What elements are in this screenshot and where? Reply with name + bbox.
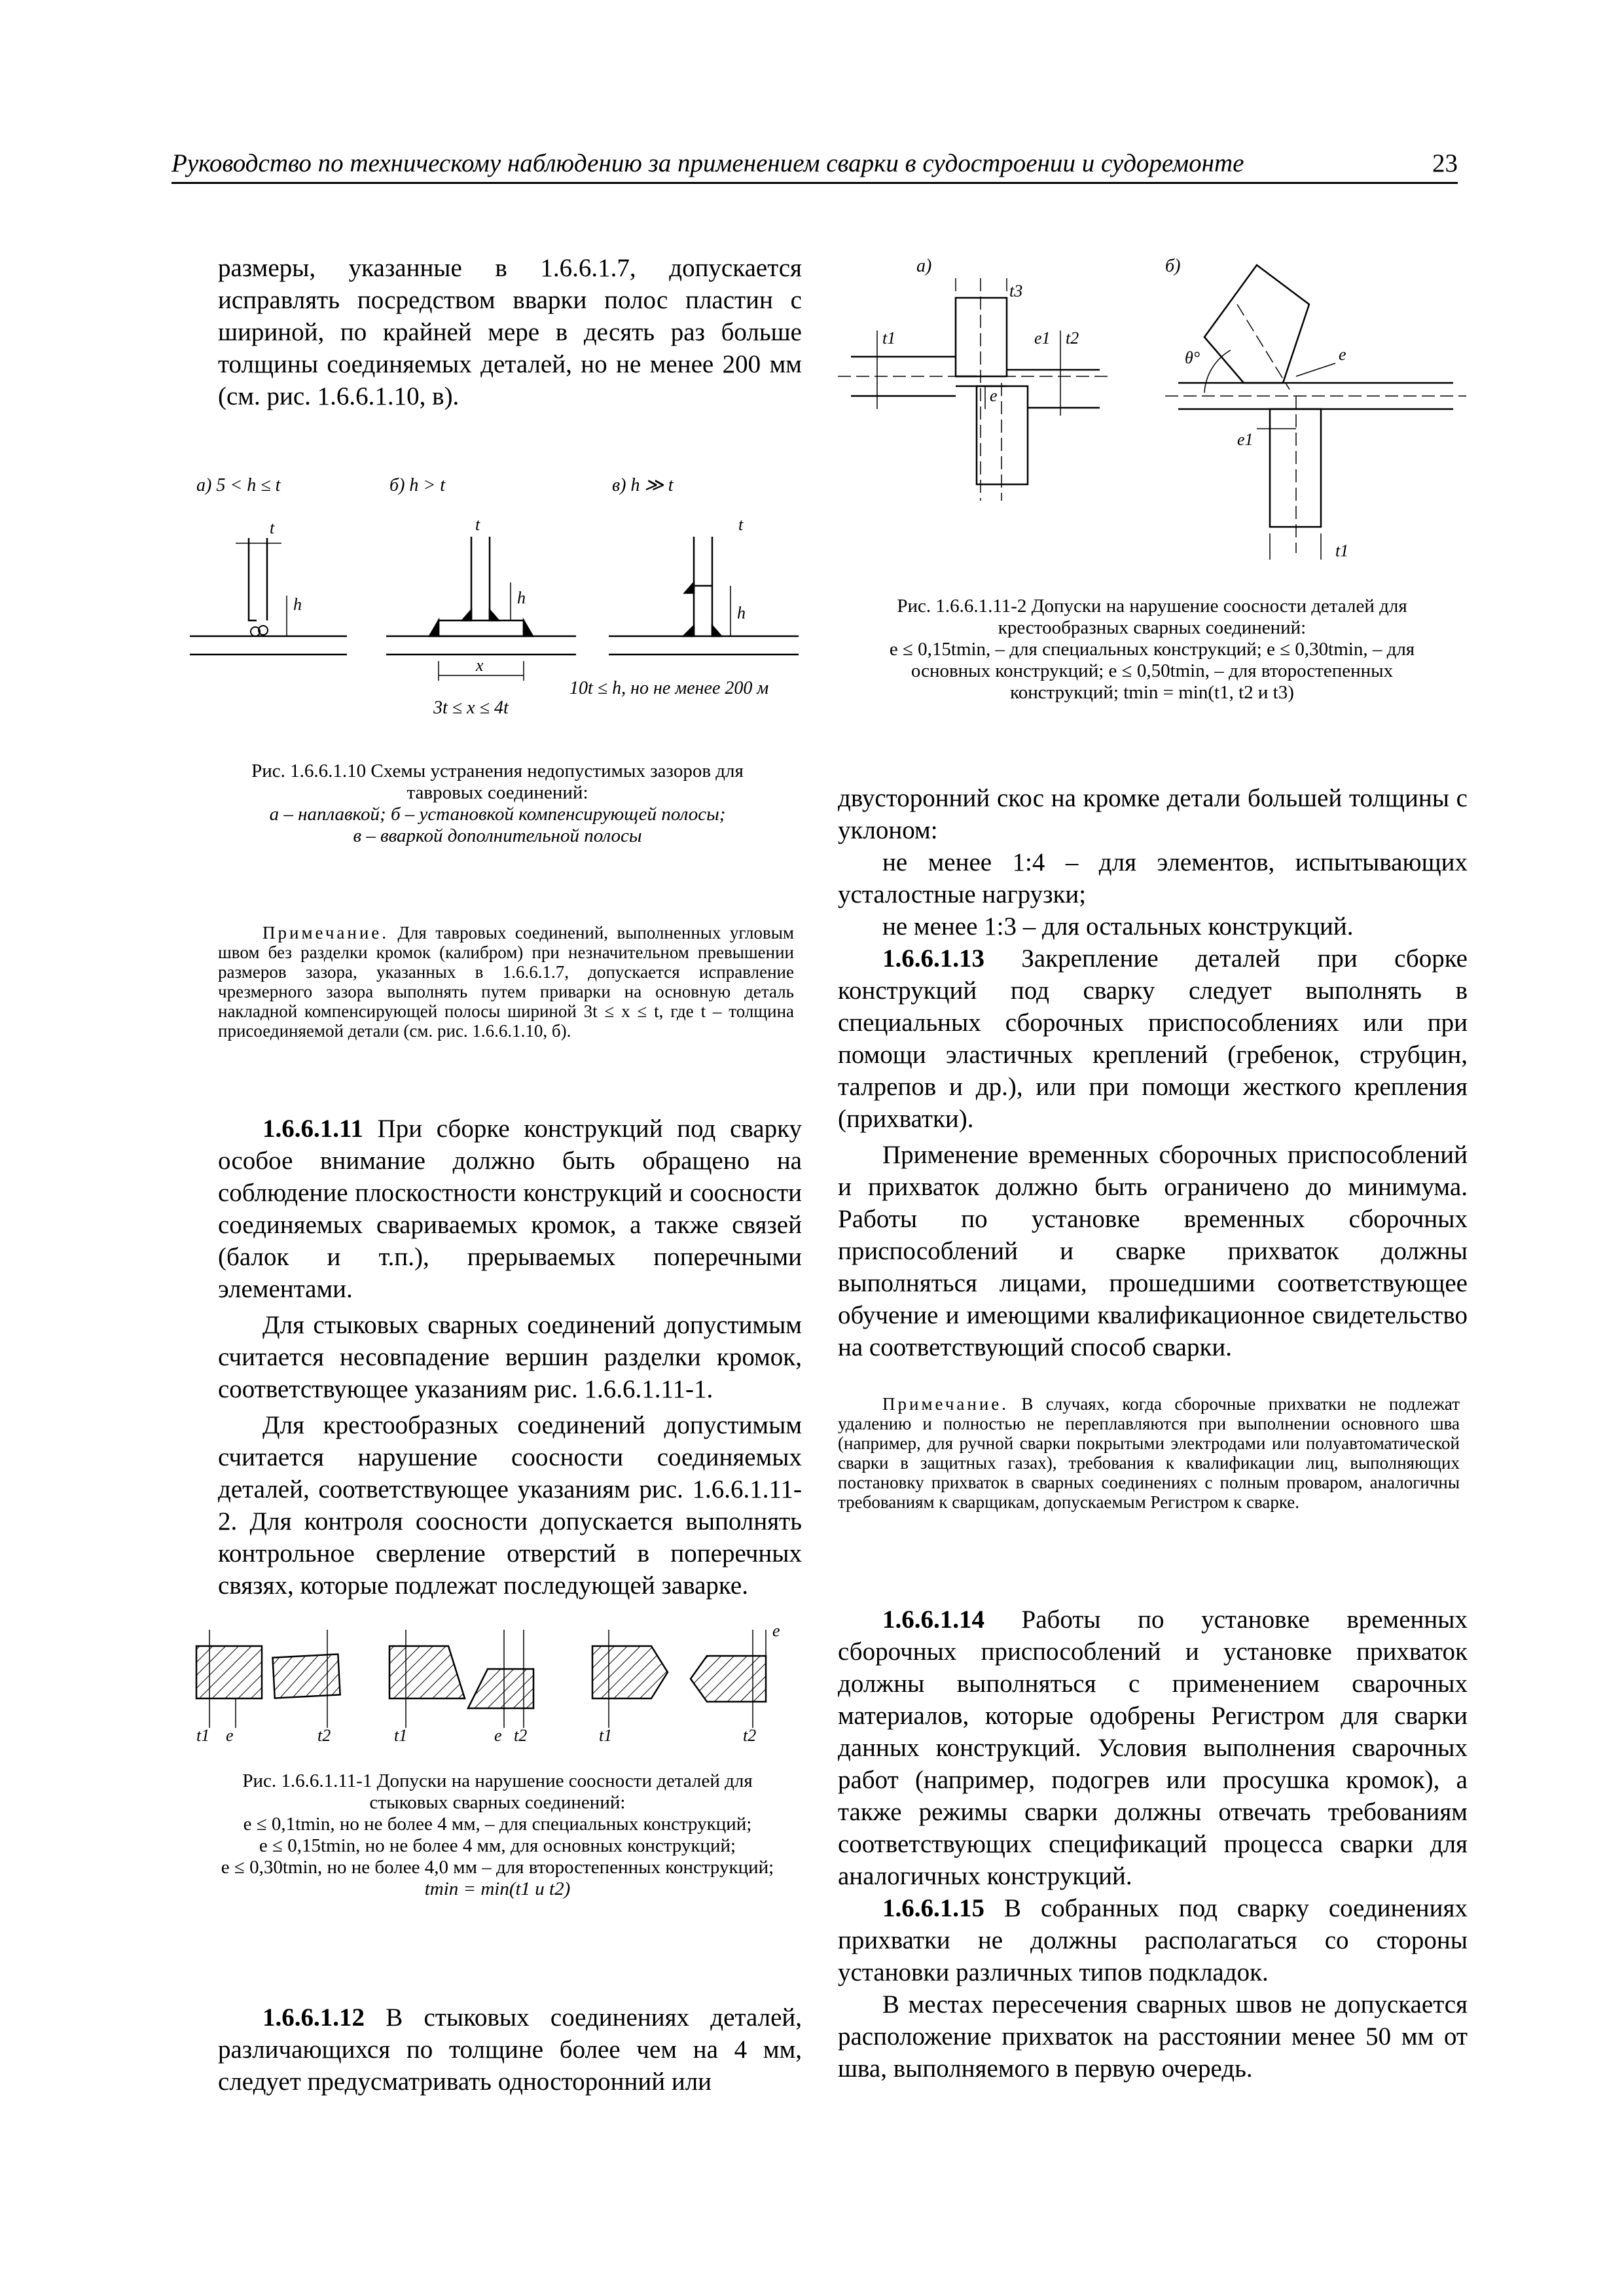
fig10-label-b: б) h > t (389, 475, 446, 495)
paragraph-number: 1.6.6.1.13 (882, 944, 984, 973)
fig11-2-label-b: б) (1165, 256, 1181, 276)
caption-line: стыковых сварных соединений: (369, 1792, 626, 1813)
paragraph-cross: Для крестообразных соединений допустимым считается нарушение соосности соединяемых деталей, соответствующее указаниям рис. 1.6.6.1.11-2. Для контроля соосности допускается выполнять контрольное сверление отверстий в поперечных связях, которые подлежат последующей заварке. (218, 1411, 802, 1600)
fig11-2-b-e: e (1339, 345, 1346, 364)
fig11-1-e-a: e (226, 1726, 234, 1745)
fig11-1-e-b: e (494, 1726, 502, 1745)
fig10-a-drawing (190, 538, 347, 655)
fig10-label-a: а) 5 < h ≤ t (196, 475, 281, 495)
right-column-text-2 (838, 1604, 1468, 2085)
paragraph-text: Работы по установке временных сборочных приспособлений и установке прихваток должны выполняться с применением сварочных материалов, которые одобрены Регистром для сварки данных конструкций. Условия выполнения сварочных работ (например, подогрев или просушка кромок), а также режимы сварки должны отвечать требованиям соответствующих спецификаций процесса сварки для аналогичных конструкций. (838, 1605, 1468, 1890)
figure-11-2-drawing (838, 252, 1466, 579)
fig10-c-drawing (609, 537, 799, 655)
intro-paragraph (218, 252, 802, 412)
section-1-6-6-1-11 (218, 1113, 802, 1602)
fig11-1-t2-a: t2 (317, 1726, 331, 1745)
paragraph-text: Закрепление деталей при сборке конструкций под сварку следует выполнять в специальных сборочных приспособлениях или при помощи эластичных креплений (гребенок, струбцин, талрепов и др.), или при помощи жесткого крепления (прихватки). (838, 944, 1468, 1133)
paragraph-text: При сборке конструкций под сварку особое внимание должно быть обращено на соблюдение плоскостности конструкций и соосности соединяемых свариваемых кромок, а также связей (балок и т.п.), прерываемых поперечными элементами. (218, 1115, 802, 1303)
caption-line: Рис. 1.6.6.1.10 Схемы устранения недопустимых зазоров для (251, 761, 744, 781)
fig11-2-b-drawing (1165, 265, 1466, 560)
caption-line: тавровых соединений: (406, 782, 588, 803)
fig11-1-t2-b: t2 (514, 1726, 528, 1745)
paragraph-number: 1.6.6.1.11 (262, 1115, 363, 1143)
fig11-2-a-t2: t2 (1066, 329, 1079, 348)
figure-11-1-drawing (190, 1617, 805, 1748)
paragraph-15b: В местах пересечения сварных швов не допускается расположение прихваток на расстоянии менее 50 мм от шва, выполняемого в первую очередь. (838, 1990, 1468, 2083)
paragraph-text: В стыковых соединениях деталей, различающихся по толщине более чем на 4 мм, следует предусматривать односторонний или (218, 2003, 802, 2096)
slope-item-2: не менее 1:3 – для остальных конструкций. (882, 912, 1354, 941)
note-2 (838, 1394, 1460, 1512)
caption-line: e ≤ 0,15tmin, – для специальных конструкций; e ≤ 0,30tmin, – для (889, 639, 1415, 660)
fig10-c-t: t (738, 515, 744, 534)
note-1 (218, 923, 794, 1041)
page-number: 23 (1432, 149, 1458, 177)
figure-10-drawing (190, 465, 805, 740)
fig11-1-t1-b: t1 (394, 1726, 408, 1745)
figure-1-6-6-1-11-1 (190, 1617, 805, 1748)
fig10-b-h: h (517, 588, 526, 607)
fig10-c-h: h (737, 603, 746, 622)
fig11-2-a-e: e (990, 386, 998, 405)
note-text: Для тавровых соединений, выполненных угловым швом без разделки кромок (калибром) при незначительном превышении размеров зазора, указанных в 1.6.6.1.7, допускается исправление чрезмерного зазора выполнять путем приварки на основную деталь накладной компенсирующей полосы шириной 3t ≤ x ≤ t, где t – толщина присоединяемой детали (см. рис. 1.6.6.1.10, б). (218, 923, 794, 1041)
caption-line: Рис. 1.6.6.1.11-1 Допуски на нарушение соосности деталей для (242, 1770, 753, 1791)
caption-line: конструкций; tmin = min(t1, t2 и t3) (1010, 682, 1294, 703)
caption-line: tmin = min(t1 и t2) (424, 1878, 571, 1899)
note-text: В случаях, когда сборочные прихватки не подлежат удалению и полностью не переплавляются при выполнении основного шва (например, для ручной сварки покрытыми электродами или полуавтоматической сварки в защитных газах), требования к квалификации лиц, выполняющих постановку прихваток в сварных соединениях с полным проваром, аналогичны требованиям к сварщикам, допускаемым Регистром к сварке. (838, 1394, 1460, 1512)
fig11-1-t2-c: t2 (743, 1726, 757, 1745)
running-header (171, 143, 1458, 184)
paragraph-butt: Для стыковых сварных соединений допустимым считается несовпадение вершин разделки кромок, соответствующее указаниям рис. 1.6.6.1.11-1. (218, 1311, 802, 1403)
fig11-1-t1-a: t1 (196, 1726, 210, 1745)
paragraph-number: 1.6.6.1.15 (882, 1894, 984, 1922)
header-title: Руководство по техническому наблюдению за применением сварки в судостроении и судоремонте (171, 149, 1244, 177)
fig11-2-a-t1: t1 (882, 329, 896, 348)
fig11-2-a-drawing (838, 278, 1113, 501)
paragraph-number: 1.6.6.1.14 (882, 1605, 984, 1634)
caption-line: e ≤ 0,15tmin, но не более 4 мм, для основных конструкций; (259, 1835, 736, 1856)
fig11-1-e-c: e (772, 1621, 780, 1640)
fig11-2-b-e1: e1 (1237, 430, 1254, 449)
fig10-label-c: в) h ≫ t (612, 475, 674, 495)
fig10-b-x: x (476, 656, 484, 675)
paragraph-text: В собранных под сварку соединениях прихватки не должны располагаться со стороны установки различных типов подкладок. (838, 1894, 1468, 1986)
figure-10-caption (190, 761, 805, 847)
caption-line: крестообразных сварных соединений: (998, 617, 1307, 638)
intro-text: размеры, указанные в 1.6.6.1.7, допускается исправлять посредством вварки полос пластин с шириной, по крайней мере в десять раз больше толщины соединяемых деталей, но не менее 200 мм (см. рис. 1.6.6.1.10, в). (218, 254, 802, 410)
right-column-text (838, 782, 1468, 1363)
caption-line: а – наплавкой; б – установкой компенсирующей полосы; (269, 804, 726, 825)
fig10-b-t: t (475, 515, 480, 534)
note-label: Примечание. (882, 1394, 1009, 1414)
section-1-6-6-1-12 (218, 2001, 802, 2098)
paragraph-12-continuation: двусторонний скос на кромке детали большей толщины с уклоном: (838, 784, 1468, 844)
caption-line: e ≤ 0,30tmin, но не более 4,0 мм – для второстепенных конструкций; (221, 1857, 774, 1878)
fig11-1-t1-c: t1 (599, 1726, 613, 1745)
note-label: Примечание. (262, 923, 389, 942)
fig11-2-a-e1: e1 (1034, 329, 1051, 348)
caption-line: в – вваркой дополнительной полосы (353, 825, 642, 846)
paragraph-13b: Применение временных сборочных приспособлений и прихваток должно быть ограничено до минимума. Работы по установке временных сборочных приспособлений и сварке прихваток должны выполняться лицами, прошедшими соответствующее обучение и имеющими квалификационное свидетельство на соответствующий способ сварки. (838, 1141, 1468, 1361)
paragraph-number: 1.6.6.1.12 (262, 2003, 365, 2032)
fig10-b-range: 3t ≤ x ≤ 4t (433, 698, 509, 718)
figure-11-2-caption (838, 596, 1466, 704)
fig10-a-h: h (293, 595, 302, 614)
fig11-2-label-a: а) (916, 256, 932, 276)
fig11-2-b-theta: θ° (1185, 348, 1200, 367)
fig11-2-a-t3: t3 (1009, 281, 1023, 300)
figure-1-6-6-1-11-2 (838, 252, 1466, 579)
figure-1-6-6-1-10 (190, 465, 805, 740)
caption-line: основных конструкций; e ≤ 0,50tmin, – для второстепенных (911, 660, 1394, 681)
fig10-a-t: t (270, 518, 275, 537)
caption-line: e ≤ 0,1tmin, но не более 4 мм, – для специальных конструкций; (243, 1814, 752, 1835)
fig11-2-b-t1: t1 (1335, 541, 1349, 560)
slope-item-1: не менее 1:4 – для элементов, испытывающих усталостные нагрузки; (838, 848, 1468, 908)
fig10-c-range: 10t ≤ h, но не менее 200 м (569, 678, 769, 698)
figure-11-1-caption (190, 1770, 805, 1900)
caption-line: Рис. 1.6.6.1.11-2 Допуски на нарушение соосности деталей для (897, 596, 1407, 617)
